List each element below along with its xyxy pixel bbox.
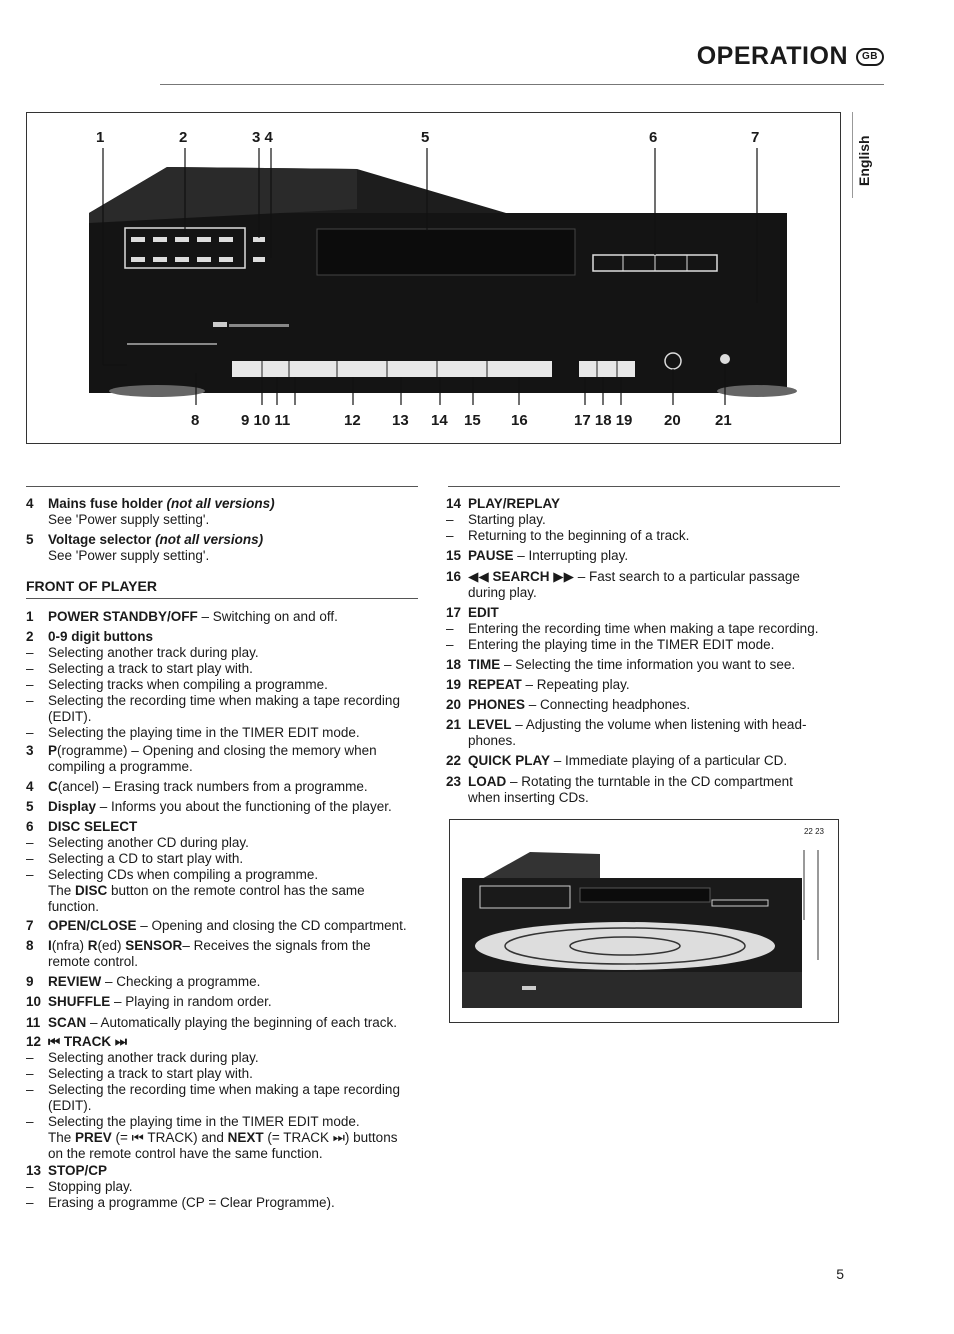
callout-14: 14: [431, 412, 448, 429]
item-line: Selecting CDs when compiling a programme.: [48, 867, 319, 882]
callout-8: 8: [191, 412, 200, 429]
front-panel-figure: [26, 112, 841, 444]
item-description: – Immediate playing of a particular CD.: [550, 753, 788, 768]
page-title-text: OPERATION: [696, 42, 848, 70]
item-search: [446, 569, 800, 601]
item-number: 21: [446, 717, 462, 732]
item-label: PLAY/REPLAY: [468, 496, 561, 511]
item-description-cont: when inserting CDs.: [468, 790, 589, 805]
item-label: QUICK PLAY: [468, 753, 551, 768]
item-line: Selecting another track during play.: [48, 645, 259, 660]
item-label: PAUSE: [468, 548, 514, 563]
language-tab-label: English: [856, 135, 872, 186]
item-description-cont: phones.: [468, 733, 517, 748]
item-number: 6: [26, 819, 34, 834]
item-number: 9: [26, 974, 34, 989]
item-description: – Opening and closing the CD compartment.: [136, 918, 407, 933]
item-number: 13: [26, 1163, 42, 1178]
item-number: 5: [26, 799, 34, 814]
item-description: – Adjusting the volume when listening with head-: [511, 717, 807, 732]
item-number: 4: [26, 496, 34, 511]
item-label: SCAN: [48, 1015, 87, 1030]
item-disc-select: 6 DISC SELECT – Selecting another CD during play. – Selecting a CD to start play with. – Selecting CDs when compiling a programme. The DISC button on the remote control has the same function.: [26, 819, 365, 914]
item-label: REPEAT: [468, 677, 522, 692]
item-label: Mains fuse holder: [48, 496, 163, 511]
item-number: 10: [26, 994, 42, 1009]
item-label: EDIT: [468, 605, 499, 620]
item-number: 3: [26, 743, 34, 758]
item-line: Selecting a track to start play with.: [48, 1066, 253, 1081]
note-bold: NEXT: [227, 1130, 264, 1145]
item-line: Stopping play.: [48, 1179, 133, 1194]
item-label-mid: (nfra): [51, 938, 88, 953]
item-quick-play: [446, 753, 787, 769]
item-label: LEVEL: [468, 717, 512, 732]
item-number: 17: [446, 605, 462, 620]
item-number: 16: [446, 569, 462, 584]
callout-17-18-19: 17 18 19: [574, 412, 633, 429]
item-mains-fuse-holder: [26, 496, 275, 528]
item-cancel: [26, 779, 368, 795]
item-line: Selecting the playing time in the TIMER EDIT mode.: [48, 1114, 360, 1129]
item-line: Selecting a CD to start play with.: [48, 851, 244, 866]
item-qualifier: (not all versions): [155, 532, 264, 547]
item-line: Entering the recording time when making a tape recording.: [468, 621, 819, 636]
item-number: 23: [446, 774, 462, 789]
item-number: 4: [26, 779, 34, 794]
item-label: LOAD: [468, 774, 507, 789]
note-text: The: [48, 883, 76, 898]
item-description: – Automatically playing the beginning of each track.: [86, 1015, 397, 1030]
item-description: – Switching on and off.: [197, 609, 338, 624]
callout-12: 12: [344, 412, 361, 429]
item-label: C: [48, 779, 58, 794]
item-label: ◀◀ SEARCH ▶▶: [468, 569, 575, 584]
callout-3-4: 3 4: [252, 129, 273, 146]
item-description: – Informs you about the functioning of the player.: [96, 799, 392, 814]
item-line: Starting play.: [468, 512, 546, 527]
item-description: – Repeating play.: [521, 677, 630, 692]
item-label-mid: (ed): [97, 938, 126, 953]
item-number: 18: [446, 657, 462, 672]
page-title: [697, 42, 884, 71]
item-number: 8: [26, 938, 34, 953]
item-line: Selecting the playing time in the TIMER EDIT mode.: [48, 725, 360, 740]
item-programme: [26, 743, 377, 775]
item-phones: [446, 697, 690, 713]
item-description: See 'Power supply setting'.: [48, 512, 210, 527]
note-text: The: [48, 1130, 76, 1145]
callout-5: 5: [421, 129, 430, 146]
item-shuffle: [26, 994, 272, 1010]
open-compartment-figure: [449, 819, 839, 1023]
item-label: I: [48, 938, 52, 953]
item-label: OPEN/CLOSE: [48, 918, 137, 933]
right-column-rule: [448, 486, 840, 487]
item-description-cont: compiling a programme.: [48, 759, 193, 774]
note-text: (= ⏮ TRACK) and: [111, 1130, 228, 1145]
item-label: STOP/CP: [48, 1163, 108, 1178]
item-description: – Interrupting play.: [513, 548, 629, 563]
item-label: REVIEW: [48, 974, 102, 989]
item-stop-cp: 13 STOP/CP – Stopping play. – Erasing a programme (CP = Clear Programme).: [26, 1163, 335, 1210]
callout-1: 1: [96, 129, 105, 146]
item-label: SHUFFLE: [48, 994, 111, 1009]
note-text-cont: on the remote control have the same function.: [48, 1146, 323, 1161]
item-number: 7: [26, 918, 34, 933]
language-tab: [852, 112, 875, 198]
item-scan: [26, 1015, 397, 1031]
header-divider: [160, 84, 884, 85]
item-line: Selecting tracks when compiling a programme.: [48, 677, 328, 692]
item-label: SENSOR: [125, 938, 183, 953]
item-description: (ancel) – Erasing track numbers from a programme.: [57, 779, 368, 794]
item-number: 14: [446, 496, 462, 511]
item-pause: [446, 548, 628, 564]
item-label: Display: [48, 799, 97, 814]
item-line: Returning to the beginning of a track.: [468, 528, 690, 543]
callout-13: 13: [392, 412, 409, 429]
callout-6: 6: [649, 129, 658, 146]
item-description: – Playing in random order.: [110, 994, 272, 1009]
item-description: – Fast search to a particular passage: [574, 569, 800, 584]
item-number: 11: [26, 1015, 41, 1030]
note-bold: PREV: [75, 1130, 112, 1145]
item-display: [26, 799, 392, 815]
note-bold: DISC: [75, 883, 108, 898]
callout-16: 16: [511, 412, 528, 429]
front-of-player-heading: FRONT OF PLAYER: [26, 578, 157, 594]
item-description: – Checking a programme.: [101, 974, 261, 989]
item-description: – Receives the signals from the: [182, 938, 371, 953]
open-tray-illustration: [450, 820, 838, 1022]
note-text: button on the remote control has the same: [107, 883, 365, 898]
item-label: 0-9 digit buttons: [48, 629, 153, 644]
section-rule: [26, 598, 418, 599]
item-line: Erasing a programme (CP = Clear Programme).: [48, 1195, 335, 1210]
item-label: DISC SELECT: [48, 819, 138, 834]
item-load: [446, 774, 793, 806]
item-number: 15: [446, 548, 462, 563]
callout-15: 15: [464, 412, 481, 429]
item-label: TIME: [468, 657, 501, 672]
note-text-cont: function.: [48, 899, 100, 914]
item-ir-sensor: [26, 938, 371, 970]
page-number: 5: [836, 1266, 844, 1282]
item-label: PHONES: [468, 697, 526, 712]
item-label: P: [48, 743, 58, 758]
item-repeat: [446, 677, 630, 693]
item-description: – Connecting headphones.: [525, 697, 691, 712]
item-number: 20: [446, 697, 462, 712]
callout-7: 7: [751, 129, 760, 146]
item-number: 5: [26, 532, 34, 547]
item-description: (rogramme) – Opening and closing the memory when: [57, 743, 377, 758]
item-label: R: [87, 938, 98, 953]
item-description-cont: during play.: [468, 585, 537, 600]
item-voltage-selector: [26, 532, 263, 564]
language-badge: GB: [856, 48, 884, 66]
item-digit-buttons: 2 0-9 digit buttons – Selecting another track during play. – Selecting a track to start play with. – Selecting tracks when compiling a programme. – Selecting the recording time when making a tape recording (EDIT). – Selecting the playing time in the TIMER EDIT mode.: [26, 629, 400, 740]
item-time: [446, 657, 795, 673]
item-description-cont: remote control.: [48, 954, 139, 969]
item-number: 2: [26, 629, 34, 644]
item-line: (EDIT).: [48, 709, 92, 724]
callout-2: 2: [179, 129, 188, 146]
left-column-rule: [26, 486, 418, 487]
item-play-replay: 14 PLAY/REPLAY – Starting play. – Returning to the beginning of a track.: [446, 496, 690, 543]
item-number: 22: [446, 753, 462, 768]
item-number: 1: [26, 609, 34, 624]
item-number: 19: [446, 677, 462, 692]
item-description: – Rotating the turntable in the CD compartment: [506, 774, 793, 789]
item-description: – Selecting the time information you want to see.: [500, 657, 796, 672]
item-line: Selecting another track during play.: [48, 1050, 259, 1065]
item-number: 12: [26, 1034, 42, 1049]
note-text: (= TRACK ⏭) buttons: [263, 1130, 398, 1145]
item-label: ⏮ TRACK ⏭: [48, 1034, 128, 1049]
callout-20: 20: [664, 412, 681, 429]
item-review: [26, 974, 260, 990]
callout-9-10-11: 9 10 11: [241, 412, 291, 429]
item-track: 12 ⏮ TRACK ⏭ – Selecting another track during play. – Selecting a track to start play with. – Selecting the recording time when making a tape recording (EDIT). – Selecting the playing time in the TIMER EDIT mode. The PREV (= ⏮ TRACK) and NEXT (= TRACK ⏭) buttons on the remote control have the same function.: [26, 1034, 400, 1161]
cd-player-illustration: [27, 113, 840, 443]
item-edit: 17 EDIT – Entering the recording time when making a tape recording. – Entering the playing time in the TIMER EDIT mode.: [446, 605, 819, 652]
item-label: Voltage selector: [48, 532, 152, 547]
item-line: Selecting the recording time when making a tape recording: [48, 1082, 400, 1097]
item-qualifier: (not all versions): [166, 496, 275, 511]
item-line: Selecting another CD during play.: [48, 835, 249, 850]
callout-21: 21: [715, 412, 732, 429]
item-label: POWER STANDBY/OFF: [48, 609, 198, 624]
item-description: See 'Power supply setting'.: [48, 548, 210, 563]
item-line: Entering the playing time in the TIMER EDIT mode.: [468, 637, 775, 652]
item-line: Selecting the recording time when making a tape recording: [48, 693, 400, 708]
photo-callouts: 22 23: [803, 827, 824, 836]
item-open-close: [26, 918, 407, 934]
item-line: Selecting a track to start play with.: [48, 661, 253, 676]
item-level: [446, 717, 806, 749]
item-line: (EDIT).: [48, 1098, 92, 1113]
item-power-standby: [26, 609, 338, 625]
